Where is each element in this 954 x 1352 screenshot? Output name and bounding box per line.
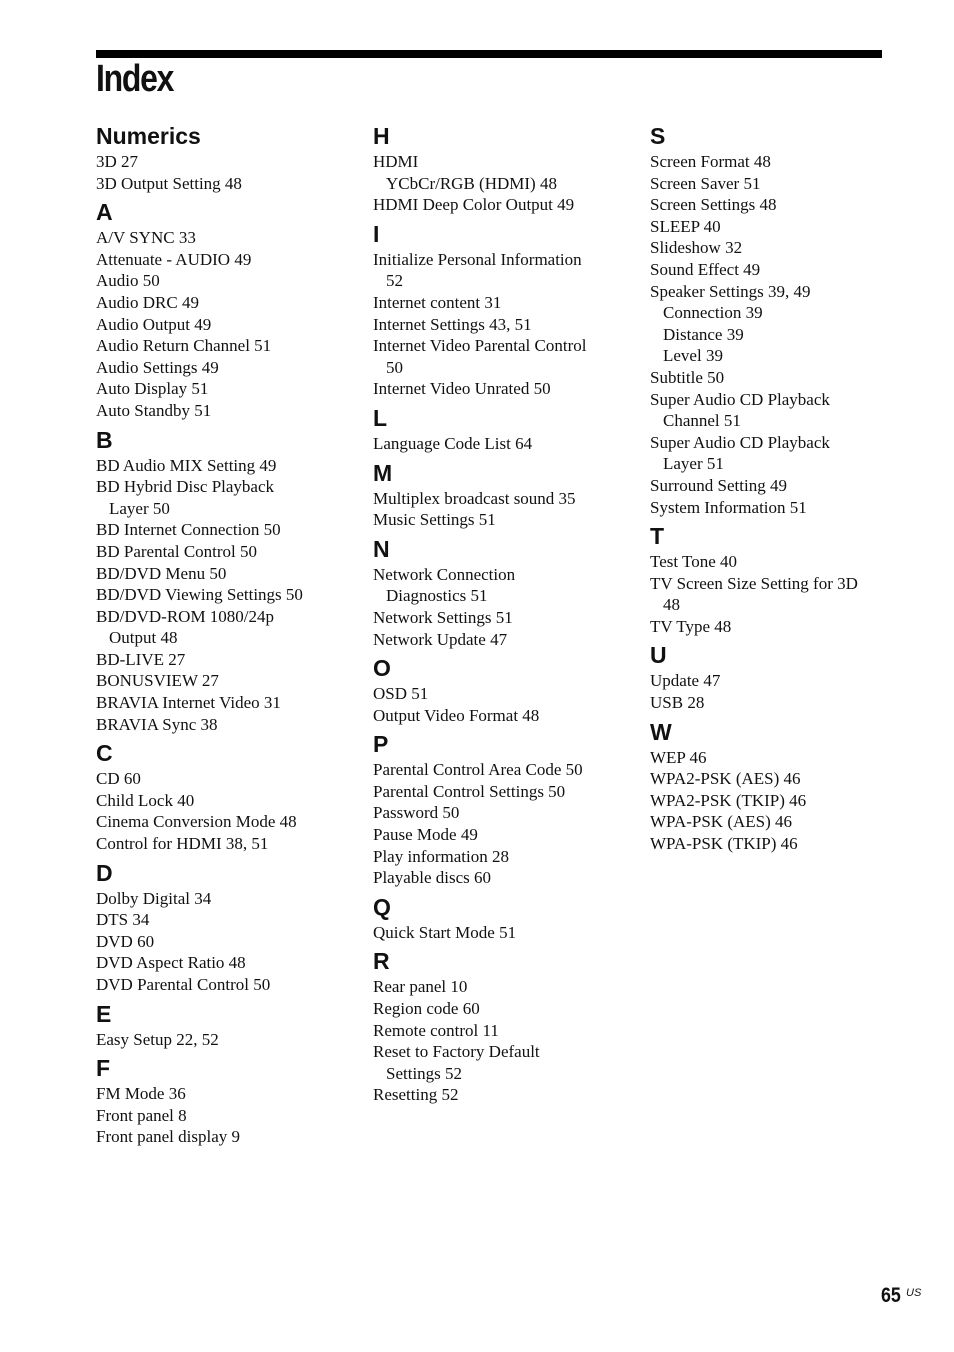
index-entry: Auto Standby 51: [96, 400, 212, 420]
index-entry-continuation: YCbCr/RGB (HDMI) 48: [386, 173, 557, 193]
index-entry: Child Lock 40: [96, 790, 195, 810]
section-letter-heading: F: [96, 1055, 111, 1082]
index-section: [373, 219, 635, 400]
index-section: [650, 717, 912, 855]
section-letter-heading: N: [373, 535, 390, 562]
section-letter-heading: W: [650, 718, 672, 745]
index-entry: Language Code List 64: [373, 433, 533, 453]
index-entry: DVD Parental Control 50: [96, 975, 271, 994]
index-entry-continuation: Connection 39: [663, 303, 763, 323]
index-section: [96, 858, 356, 996]
index-entry: Reset to Factory Default: [373, 1042, 540, 1062]
index-entry: Quick Start Mode 51: [373, 922, 517, 942]
index-entry-list: [650, 670, 912, 713]
index-section: [373, 458, 635, 531]
index-section: [373, 892, 635, 944]
index-entry-list: [96, 455, 356, 736]
index-entry-continuation: 48: [663, 595, 680, 615]
index-section: [96, 197, 356, 421]
index-section: [650, 121, 912, 518]
page-region-suffix: US: [906, 1287, 922, 1299]
section-letter-heading: C: [96, 740, 113, 767]
index-entry: Screen Format 48: [650, 152, 771, 171]
index-section: [373, 534, 635, 650]
index-entry: Network Update 47: [373, 629, 508, 649]
index-entry: Screen Settings 48: [650, 195, 777, 215]
index-entry: BD/DVD Menu 50: [96, 563, 227, 583]
index-entry: BONUSVIEW 27: [96, 671, 219, 691]
index-entry: TV Screen Size Setting for 3D: [650, 573, 858, 593]
index-entry: Region code 60: [373, 999, 480, 1019]
index-entry: BD-LIVE 27: [96, 649, 186, 669]
index-entry-list: [96, 151, 356, 194]
index-entry-list: [650, 151, 912, 518]
index-entry: Sound Effect 49: [650, 259, 761, 279]
index-entry: Parental Control Settings 50: [373, 781, 566, 801]
section-letter-heading: L: [373, 404, 388, 431]
index-entry: Slideshow 32: [650, 238, 743, 258]
index-entry: HDMI: [373, 152, 419, 171]
index-entry-list: [96, 888, 356, 996]
index-entry-list: [373, 433, 635, 455]
index-entry: DVD Aspect Ratio 48: [96, 953, 246, 973]
index-entry: DVD 60: [96, 931, 155, 951]
index-entry-list: [96, 1083, 356, 1148]
index-entry: BD/DVD-ROM 1080/24p: [96, 606, 275, 626]
index-entry: BD Parental Control 50: [96, 541, 258, 561]
index-entry: Rear panel 10: [373, 977, 468, 997]
index-entry: 3D 27: [96, 152, 139, 171]
index-entry-list: [96, 768, 356, 854]
index-entry: BD Internet Connection 50: [96, 520, 281, 540]
index-entry: WPA2-PSK (AES) 46: [650, 769, 801, 789]
section-letter-heading: E: [96, 1000, 112, 1027]
section-letter-heading: B: [96, 426, 113, 453]
index-entry: Easy Setup 22, 52: [96, 1029, 219, 1049]
index-entry: HDMI Deep Color Output 49: [373, 195, 575, 215]
index-entry-continuation: Diagnostics 51: [386, 586, 488, 606]
index-section: [96, 738, 356, 854]
index-entry: Audio Settings 49: [96, 357, 219, 377]
index-entry: BRAVIA Sync 38: [96, 714, 218, 734]
index-entry: Super Audio CD Playback: [650, 432, 830, 452]
index-entry-continuation: Layer 51: [663, 454, 724, 474]
index-section: [373, 729, 635, 889]
index-entry: Super Audio CD Playback: [650, 389, 830, 409]
index-entry: Output Video Format 48: [373, 705, 540, 725]
index-entry: System Information 51: [650, 497, 807, 517]
index-entry: FM Mode 36: [96, 1084, 186, 1104]
page-number: 65: [881, 1284, 901, 1307]
index-section: [373, 653, 635, 726]
index-entry: TV Type 48: [650, 616, 732, 636]
index-entry: Resetting 52: [373, 1085, 459, 1105]
index-entry: Speaker Settings 39, 49: [650, 281, 811, 301]
section-letter-heading: O: [373, 655, 391, 682]
title-rule: [96, 50, 882, 58]
index-entry-list: [373, 759, 635, 889]
index-entry: WPA2-PSK (TKIP) 46: [650, 790, 807, 810]
index-entry: Music Settings 51: [373, 510, 496, 530]
index-entry-continuation: Level 39: [663, 346, 723, 366]
index-entry: Initialize Personal Information: [373, 249, 582, 269]
index-entry-list: [96, 227, 356, 421]
index-entry: BD Hybrid Disc Playback: [96, 477, 275, 497]
index-entry: USB 28: [650, 693, 705, 713]
section-letter-heading: M: [373, 459, 393, 486]
index-entry-list: [650, 551, 912, 637]
index-entry: Attenuate - AUDIO 49: [96, 249, 252, 269]
index-entry: Play information 28: [373, 846, 509, 866]
index-entry: CD 60: [96, 769, 141, 789]
section-letter-heading: A: [96, 199, 113, 226]
index-section: [96, 999, 356, 1051]
index-entry: OSD 51: [373, 684, 429, 704]
index-entry-continuation: Output 48: [109, 628, 178, 648]
index-entry: Password 50: [373, 803, 460, 823]
index-entry: Parental Control Area Code 50: [373, 760, 583, 780]
index-entry-list: [373, 249, 635, 400]
index-entry: A/V SYNC 33: [96, 228, 196, 248]
index-column-2: [373, 121, 635, 1106]
index-entry: Audio Return Channel 51: [96, 336, 272, 356]
index-entry-list: [373, 976, 635, 1106]
index-entry-continuation: Distance 39: [663, 324, 744, 344]
index-entry-list: [96, 1029, 356, 1051]
index-section: [373, 121, 635, 216]
index-entry: WEP 46: [650, 747, 707, 767]
section-letter-heading: D: [96, 859, 113, 886]
section-letter-heading: P: [373, 731, 389, 758]
index-entry-continuation: Layer 50: [109, 498, 170, 518]
index-entry: Internet Video Unrated 50: [373, 379, 551, 399]
index-entry-continuation: 50: [386, 357, 403, 377]
section-letter-heading: S: [650, 123, 666, 149]
index-section: [650, 521, 912, 637]
index-entry: Front panel 8: [96, 1105, 187, 1125]
section-letter-heading: Q: [373, 893, 391, 920]
index-section: [650, 640, 912, 713]
index-entry-continuation: Channel 51: [663, 411, 741, 431]
index-entry: Pause Mode 49: [373, 825, 478, 845]
page-title: Index: [96, 58, 174, 100]
index-entry: BRAVIA Internet Video 31: [96, 693, 281, 713]
index-entry-list: [373, 151, 635, 216]
index-entry: Network Settings 51: [373, 607, 513, 627]
section-letter-heading: U: [650, 642, 667, 669]
index-column-1: [96, 121, 356, 1148]
index-entry: Playable discs 60: [373, 868, 492, 888]
index-section: [96, 1053, 356, 1148]
index-entry-continuation: 52: [386, 271, 403, 291]
index-entry: Internet content 31: [373, 292, 502, 312]
index-entry: Front panel display 9: [96, 1127, 241, 1147]
index-entry: Control for HDMI 38, 51: [96, 834, 269, 854]
section-letter-heading: T: [650, 523, 665, 550]
index-entry: Screen Saver 51: [650, 173, 761, 193]
index-section: [96, 425, 356, 736]
index-entry-list: [650, 747, 912, 855]
index-entry: WPA-PSK (TKIP) 46: [650, 834, 798, 854]
section-letter-heading: R: [373, 948, 390, 975]
index-entry: Internet Video Parental Control: [373, 336, 587, 356]
index-entry: SLEEP 40: [650, 216, 721, 236]
index-entry-list: [373, 564, 635, 650]
index-entry: Update 47: [650, 671, 721, 691]
index-entry-list: [373, 683, 635, 726]
index-entry: Surround Setting 49: [650, 475, 787, 495]
index-section: [96, 121, 356, 194]
section-letter-heading: Numerics: [96, 123, 201, 149]
index-entry: Auto Display 51: [96, 379, 209, 399]
index-entry: 3D Output Setting 48: [96, 173, 242, 193]
index-entry-continuation: Settings 52: [386, 1063, 463, 1083]
index-column-3: [650, 121, 912, 855]
index-entry: WPA-PSK (AES) 46: [650, 812, 793, 832]
index-entry: Dolby Digital 34: [96, 888, 212, 908]
index-section: [373, 946, 635, 1106]
index-entry: Network Connection: [373, 564, 516, 584]
index-entry: BD/DVD Viewing Settings 50: [96, 585, 303, 605]
index-entry: Remote control 11: [373, 1020, 499, 1040]
index-entry: Internet Settings 43, 51: [373, 314, 532, 334]
index-entry: Audio Output 49: [96, 314, 212, 334]
index-entry: Subtitle 50: [650, 367, 725, 387]
index-entry: Audio 50: [96, 271, 160, 291]
index-entry-list: [373, 922, 635, 944]
index-entry-list: [373, 488, 635, 531]
section-letter-heading: I: [373, 220, 380, 247]
index-entry: Test Tone 40: [650, 552, 738, 572]
index-entry: DTS 34: [96, 910, 150, 930]
index-entry: Cinema Conversion Mode 48: [96, 812, 297, 832]
index-entry: Audio DRC 49: [96, 292, 199, 312]
index-section: [373, 403, 635, 455]
index-entry: Multiplex broadcast sound 35: [373, 488, 576, 508]
index-entry: BD Audio MIX Setting 49: [96, 455, 277, 475]
section-letter-heading: H: [373, 123, 390, 149]
